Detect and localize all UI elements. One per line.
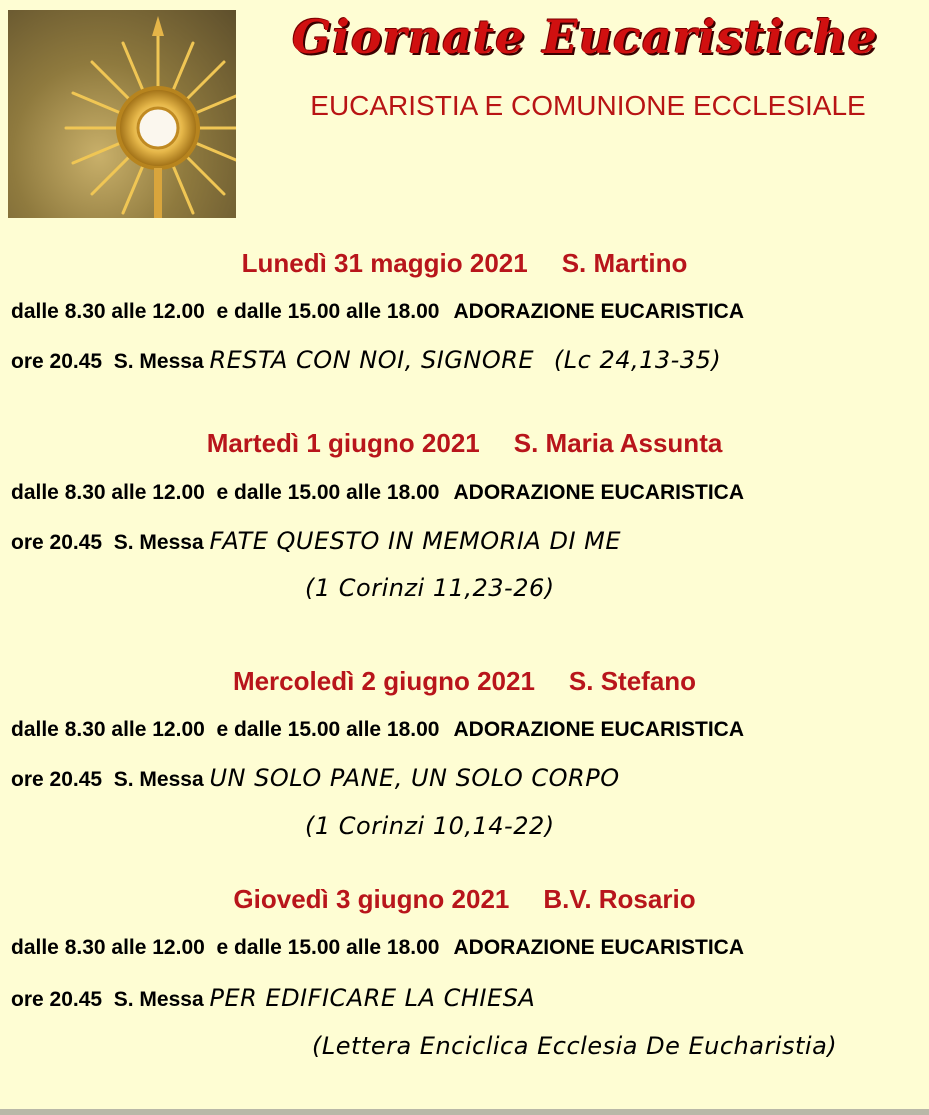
mass-time: ore 20.45 S. Messa	[11, 531, 204, 554]
day-heading	[0, 884, 929, 915]
adoration-label: ADORAZIONE EUCARISTICA	[453, 718, 744, 741]
mass-time: ore 20.45 S. Messa	[11, 350, 204, 373]
adoration-hours: dalle 8.30 alle 12.00 e dalle 15.00 alle 18.00	[11, 300, 440, 323]
page-subtitle: EUCARISTIA E COMUNIONE ECCLESIALE	[310, 90, 866, 121]
mass-line	[11, 984, 921, 1012]
mass-title: FATE QUESTO IN MEMORIA DI ME	[209, 527, 622, 555]
adoration-label: ADORAZIONE EUCARISTICA	[453, 936, 744, 959]
adoration-line	[11, 718, 921, 742]
adoration-label: ADORAZIONE EUCARISTICA	[453, 481, 744, 504]
day-place: S. Martino	[561, 248, 688, 278]
mass-title: PER EDIFICARE LA CHIESA	[209, 984, 536, 1012]
mass-time: ore 20.45 S. Messa	[11, 768, 204, 791]
adoration-line	[11, 481, 921, 505]
mass-title: RESTA CON NOI, SIGNORE	[209, 346, 535, 374]
mass-title: UN SOLO PANE, UN SOLO CORPO	[209, 764, 620, 792]
mass-line	[11, 346, 921, 374]
bottom-border	[0, 1109, 929, 1115]
mass-line	[11, 527, 921, 555]
adoration-label: ADORAZIONE EUCARISTICA	[453, 300, 744, 323]
monstrance-icon	[8, 10, 236, 218]
reference: (Lettera Enciclica Ecclesia De Eucharistia)	[312, 1032, 838, 1060]
day-place: B.V. Rosario	[543, 884, 696, 914]
day-date: Lunedì 31 maggio 2021	[241, 248, 528, 278]
reference: (Lc 24,13-35)	[553, 346, 722, 374]
adoration-line	[11, 300, 921, 324]
adoration-hours: dalle 8.30 alle 12.00 e dalle 15.00 alle 18.00	[11, 718, 440, 741]
day-place: S. Stefano	[568, 666, 697, 696]
page-title: Giornate Eucaristiche	[292, 10, 878, 64]
day-date: Martedì 1 giugno 2021	[206, 428, 480, 458]
reference: (1 Corinzi 10,14-22)	[305, 812, 555, 840]
day-date: Giovedì 3 giugno 2021	[233, 884, 510, 914]
day-place: S. Maria Assunta	[513, 428, 723, 458]
adoration-hours: dalle 8.30 alle 12.00 e dalle 15.00 alle 18.00	[11, 936, 440, 959]
adoration-line	[11, 936, 921, 960]
mass-time: ore 20.45 S. Messa	[11, 988, 204, 1011]
day-heading	[0, 666, 929, 697]
day-heading	[0, 248, 929, 279]
mass-line	[11, 764, 921, 792]
adoration-hours: dalle 8.30 alle 12.00 e dalle 15.00 alle 18.00	[11, 481, 440, 504]
monstrance-photo	[8, 10, 236, 218]
day-heading	[0, 428, 929, 459]
day-date: Mercoledì 2 giugno 2021	[232, 666, 535, 696]
reference: (1 Corinzi 11,23-26)	[305, 574, 555, 602]
